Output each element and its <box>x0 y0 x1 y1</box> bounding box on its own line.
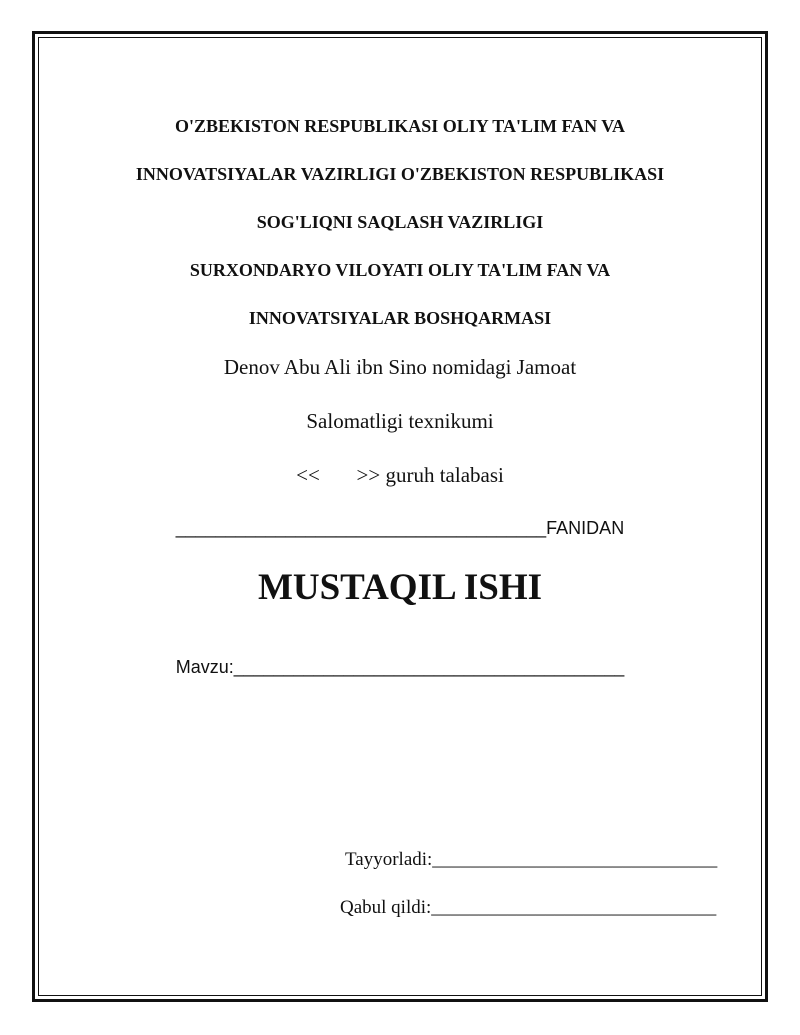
ministry-header-line-3: SOG'LIQNI SAQLASH VAZIRLIGI <box>256 212 544 232</box>
topic-line: Mavzu:_______________________________________ <box>175 657 625 677</box>
institution-name-line-2: Salomatligi texnikumi <box>306 409 494 433</box>
accepted-by-line: Qabul qildi:______________________________ <box>340 897 717 918</box>
prepared-by-line: Tayyorladi:______________________________ <box>345 849 718 870</box>
document-title: MUSTAQIL ISHI <box>257 567 543 608</box>
group-student-line: << >> guruh talabasi <box>296 463 504 487</box>
ministry-header-line-1: O'ZBEKISTON RESPUBLIKASI OLIY TA'LIM FAN VA <box>175 116 625 136</box>
ministry-header-line-5: INNOVATSIYALAR BOSHQARMASI <box>248 308 552 328</box>
institution-name-line-1: Denov Abu Ali ibn Sino nomidagi Jamoat <box>223 355 577 379</box>
subject-line: _____________________________________FANIDAN <box>175 518 625 538</box>
ministry-header-line-2: INNOVATSIYALAR VAZIRLIGI O'ZBEKISTON RESPUBLIKASI <box>135 164 665 184</box>
ministry-header-line-4: SURXONDARYO VILOYATI OLIY TA'LIM FAN VA <box>189 260 611 280</box>
